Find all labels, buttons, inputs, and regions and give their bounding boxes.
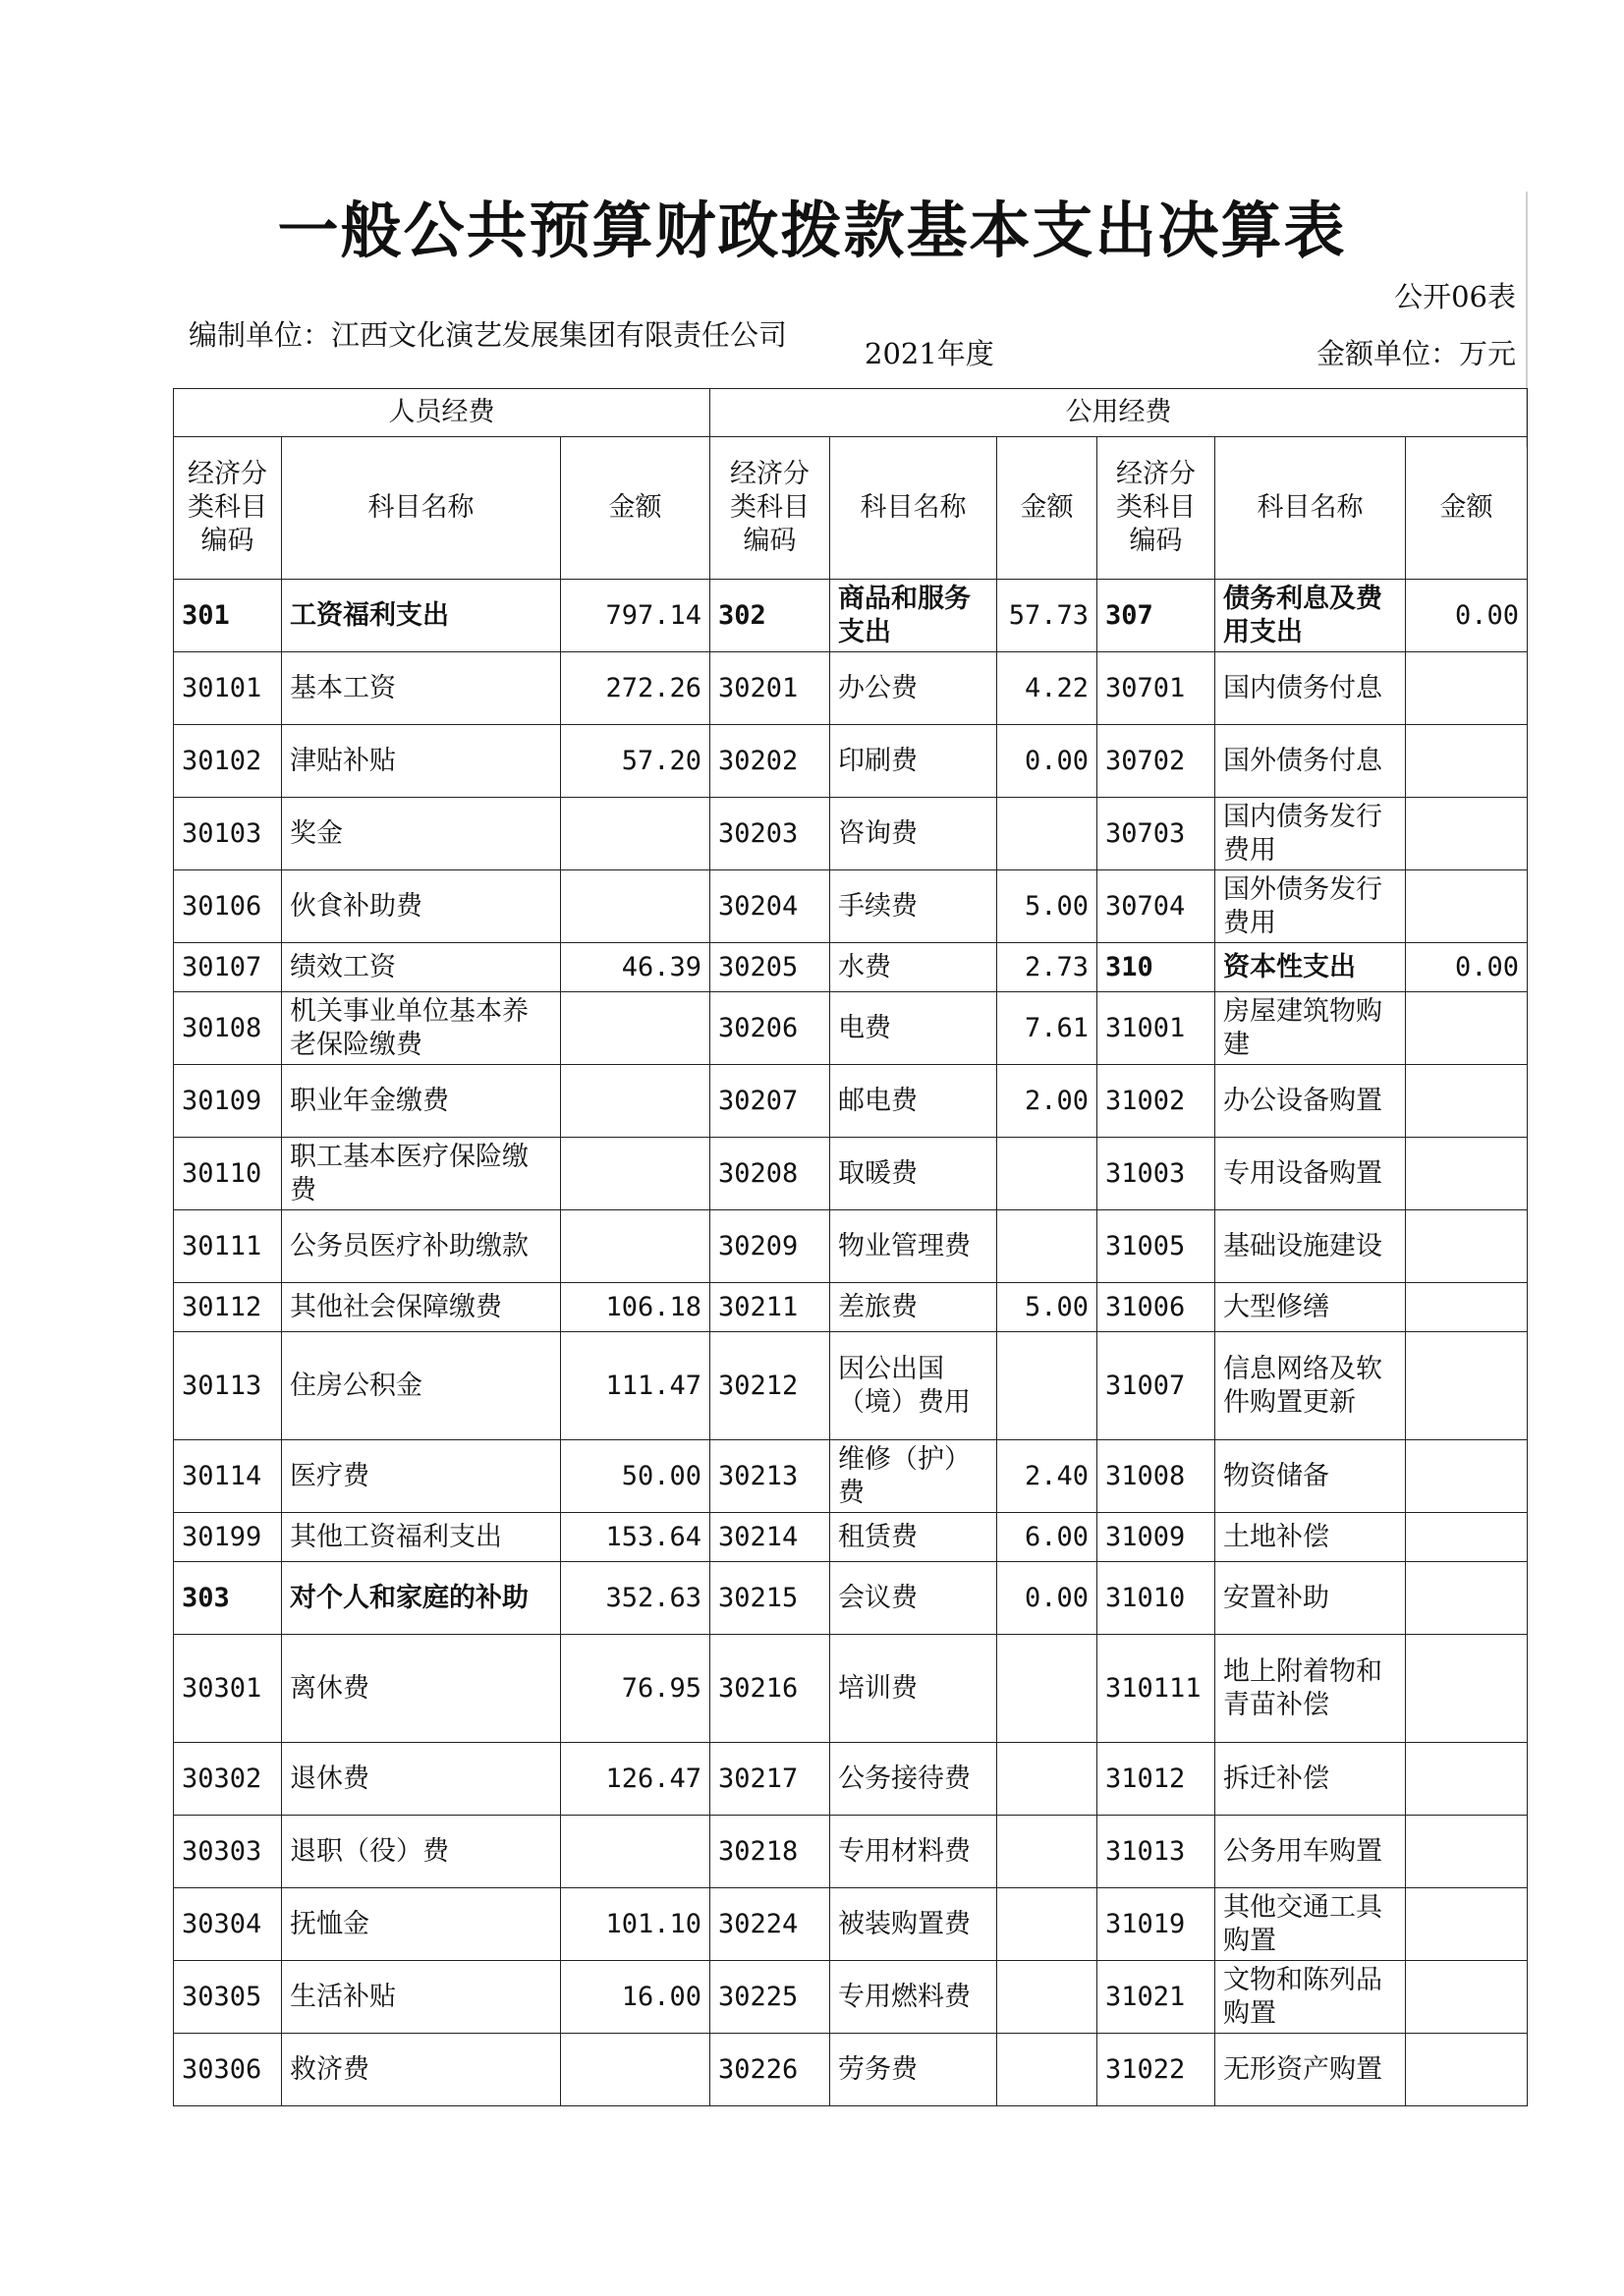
- p-name-cell: 伙食补助费: [282, 870, 561, 943]
- table-row: [174, 725, 1528, 798]
- q-amount-cell: [997, 1888, 1097, 1961]
- table-row: [174, 992, 1528, 1065]
- q-name-cell: 被装购置费: [830, 1888, 997, 1961]
- q-name-cell: 因公出国（境）费用: [830, 1332, 997, 1440]
- table-row: [174, 943, 1528, 992]
- table-row: [174, 1888, 1528, 1961]
- q-amount-cell: [997, 1816, 1097, 1888]
- p-name-cell: 其他社会保障缴费: [282, 1283, 561, 1332]
- r-amount-cell: 0.00: [1406, 580, 1528, 652]
- r-amount-cell: [1406, 798, 1528, 870]
- q-code-cell: 30216: [710, 1635, 830, 1743]
- q-amount-cell: [997, 1743, 1097, 1816]
- p-code-cell: 30112: [174, 1283, 282, 1332]
- q-amount-cell: [997, 1635, 1097, 1743]
- r-code-cell: 31006: [1097, 1283, 1215, 1332]
- q-code-cell: 30201: [710, 652, 830, 725]
- q-code-cell: 30202: [710, 725, 830, 798]
- p-code-cell: 301: [174, 580, 282, 652]
- p-amount-cell: 57.20: [561, 725, 710, 798]
- table-row: [174, 1562, 1528, 1635]
- table-row: [174, 652, 1528, 725]
- r-amount-cell: [1406, 1961, 1528, 2034]
- q-amount-cell: 4.22: [997, 652, 1097, 725]
- p-amount-cell: 272.26: [561, 652, 710, 725]
- p-code-cell: 30110: [174, 1138, 282, 1210]
- p-amount-cell: [561, 1816, 710, 1888]
- q-amount-cell: 5.00: [997, 870, 1097, 943]
- p-amount-cell: [561, 870, 710, 943]
- header-p-amount: 金额: [561, 437, 710, 580]
- q-name-cell: 水费: [830, 943, 997, 992]
- header-p-code: 经济分类科目编码: [174, 437, 282, 580]
- table-row: [174, 580, 1528, 652]
- p-amount-cell: 153.64: [561, 1513, 710, 1562]
- header-q-code: 经济分类科目编码: [710, 437, 830, 580]
- p-name-cell: 退职（役）费: [282, 1816, 561, 1888]
- r-code-cell: 30701: [1097, 652, 1215, 725]
- p-code-cell: 30114: [174, 1440, 282, 1513]
- q-code-cell: 30211: [710, 1283, 830, 1332]
- table-row: [174, 1283, 1528, 1332]
- group-public: 公用经费: [710, 389, 1528, 437]
- r-name-cell: 地上附着物和青苗补偿: [1215, 1635, 1406, 1743]
- p-code-cell: 30108: [174, 992, 282, 1065]
- p-code-cell: 30199: [174, 1513, 282, 1562]
- r-amount-cell: [1406, 652, 1528, 725]
- r-name-cell: 无形资产购置: [1215, 2034, 1406, 2106]
- q-name-cell: 商品和服务支出: [830, 580, 997, 652]
- q-code-cell: 30206: [710, 992, 830, 1065]
- q-code-cell: 30213: [710, 1440, 830, 1513]
- r-name-cell: 国内债务付息: [1215, 652, 1406, 725]
- p-name-cell: 生活补贴: [282, 1961, 561, 2034]
- table-row: [174, 1065, 1528, 1138]
- p-code-cell: 30113: [174, 1332, 282, 1440]
- q-amount-cell: 2.00: [997, 1065, 1097, 1138]
- q-code-cell: 30208: [710, 1138, 830, 1210]
- p-amount-cell: [561, 1138, 710, 1210]
- r-code-cell: 30703: [1097, 798, 1215, 870]
- r-amount-cell: [1406, 1065, 1528, 1138]
- r-name-cell: 土地补偿: [1215, 1513, 1406, 1562]
- table-row: [174, 1635, 1528, 1743]
- p-name-cell: 绩效工资: [282, 943, 561, 992]
- r-name-cell: 大型修缮: [1215, 1283, 1406, 1332]
- r-code-cell: 31009: [1097, 1513, 1215, 1562]
- q-code-cell: 30224: [710, 1888, 830, 1961]
- r-amount-cell: [1406, 1743, 1528, 1816]
- q-name-cell: 办公费: [830, 652, 997, 725]
- p-code-cell: 30103: [174, 798, 282, 870]
- q-code-cell: 30207: [710, 1065, 830, 1138]
- r-name-cell: 拆迁补偿: [1215, 1743, 1406, 1816]
- q-code-cell: 30204: [710, 870, 830, 943]
- p-code-cell: 30301: [174, 1635, 282, 1743]
- r-code-cell: 31007: [1097, 1332, 1215, 1440]
- p-amount-cell: 126.47: [561, 1743, 710, 1816]
- r-name-cell: 信息网络及软件购置更新: [1215, 1332, 1406, 1440]
- r-code-cell: 31002: [1097, 1065, 1215, 1138]
- p-amount-cell: [561, 1210, 710, 1283]
- header-q-name: 科目名称: [830, 437, 997, 580]
- table-row: [174, 798, 1528, 870]
- header-r-code: 经济分类科目编码: [1097, 437, 1215, 580]
- p-amount-cell: 16.00: [561, 1961, 710, 2034]
- p-name-cell: 抚恤金: [282, 1888, 561, 1961]
- q-amount-cell: [997, 1138, 1097, 1210]
- q-code-cell: 30203: [710, 798, 830, 870]
- r-code-cell: 31021: [1097, 1961, 1215, 2034]
- q-code-cell: 30215: [710, 1562, 830, 1635]
- p-name-cell: 对个人和家庭的补助: [282, 1562, 561, 1635]
- table-row: [174, 1332, 1528, 1440]
- p-name-cell: 职业年金缴费: [282, 1065, 561, 1138]
- r-amount-cell: [1406, 1513, 1528, 1562]
- table-row: [174, 1743, 1528, 1816]
- q-amount-cell: [997, 1332, 1097, 1440]
- p-code-cell: 303: [174, 1562, 282, 1635]
- p-code-cell: 30303: [174, 1816, 282, 1888]
- r-code-cell: 31008: [1097, 1440, 1215, 1513]
- q-code-cell: 30205: [710, 943, 830, 992]
- p-amount-cell: 352.63: [561, 1562, 710, 1635]
- r-amount-cell: [1406, 1210, 1528, 1283]
- p-name-cell: 津贴补贴: [282, 725, 561, 798]
- q-name-cell: 会议费: [830, 1562, 997, 1635]
- p-amount-cell: 797.14: [561, 580, 710, 652]
- r-amount-cell: [1406, 1440, 1528, 1513]
- q-amount-cell: 7.61: [997, 992, 1097, 1065]
- r-amount-cell: 0.00: [1406, 943, 1528, 992]
- column-header-row: [174, 437, 1528, 580]
- q-name-cell: 咨询费: [830, 798, 997, 870]
- table-code: 公开06表: [1394, 280, 1516, 313]
- p-amount-cell: 101.10: [561, 1888, 710, 1961]
- q-code-cell: 30214: [710, 1513, 830, 1562]
- table-row: [174, 1138, 1528, 1210]
- p-code-cell: 30109: [174, 1065, 282, 1138]
- p-name-cell: 退休费: [282, 1743, 561, 1816]
- reporting-unit: 编制单位：江西文化演艺发展集团有限责任公司: [189, 318, 788, 352]
- r-name-cell: 国外债务发行费用: [1215, 870, 1406, 943]
- p-code-cell: 30306: [174, 2034, 282, 2106]
- r-code-cell: 30704: [1097, 870, 1215, 943]
- p-code-cell: 30302: [174, 1743, 282, 1816]
- p-code-cell: 30111: [174, 1210, 282, 1283]
- r-code-cell: 310: [1097, 943, 1215, 992]
- p-amount-cell: 76.95: [561, 1635, 710, 1743]
- fiscal-year: 2021年度: [865, 337, 994, 370]
- r-name-cell: 债务利息及费用支出: [1215, 580, 1406, 652]
- q-amount-cell: [997, 2034, 1097, 2106]
- q-name-cell: 手续费: [830, 870, 997, 943]
- p-name-cell: 其他工资福利支出: [282, 1513, 561, 1562]
- q-name-cell: 取暖费: [830, 1138, 997, 1210]
- q-amount-cell: 5.00: [997, 1283, 1097, 1332]
- p-name-cell: 奖金: [282, 798, 561, 870]
- r-amount-cell: [1406, 1138, 1528, 1210]
- p-amount-cell: [561, 1065, 710, 1138]
- r-name-cell: 安置补助: [1215, 1562, 1406, 1635]
- table-row: [174, 2034, 1528, 2106]
- q-name-cell: 专用材料费: [830, 1816, 997, 1888]
- r-amount-cell: [1406, 870, 1528, 943]
- r-name-cell: 其他交通工具购置: [1215, 1888, 1406, 1961]
- r-code-cell: 31005: [1097, 1210, 1215, 1283]
- r-code-cell: 31010: [1097, 1562, 1215, 1635]
- table-row: [174, 870, 1528, 943]
- q-name-cell: 差旅费: [830, 1283, 997, 1332]
- q-name-cell: 租赁费: [830, 1513, 997, 1562]
- p-code-cell: 30106: [174, 870, 282, 943]
- table-row: [174, 1440, 1528, 1513]
- r-code-cell: 31022: [1097, 2034, 1215, 2106]
- r-amount-cell: [1406, 1332, 1528, 1440]
- r-code-cell: 31012: [1097, 1743, 1215, 1816]
- r-name-cell: 房屋建筑物购建: [1215, 992, 1406, 1065]
- p-amount-cell: 46.39: [561, 943, 710, 992]
- r-code-cell: 31019: [1097, 1888, 1215, 1961]
- p-name-cell: 工资福利支出: [282, 580, 561, 652]
- p-amount-cell: [561, 2034, 710, 2106]
- q-name-cell: 专用燃料费: [830, 1961, 997, 2034]
- r-amount-cell: [1406, 1562, 1528, 1635]
- r-name-cell: 基础设施建设: [1215, 1210, 1406, 1283]
- p-code-cell: 30101: [174, 652, 282, 725]
- page-title: 一般公共预算财政拨款基本支出决算表: [277, 195, 1347, 266]
- p-amount-cell: 106.18: [561, 1283, 710, 1332]
- p-amount-cell: [561, 992, 710, 1065]
- q-code-cell: 30225: [710, 1961, 830, 2034]
- q-code-cell: 302: [710, 580, 830, 652]
- header-p-name: 科目名称: [282, 437, 561, 580]
- header-r-amount: 金额: [1406, 437, 1528, 580]
- header-r-name: 科目名称: [1215, 437, 1406, 580]
- group-header-row: [174, 389, 1528, 437]
- r-amount-cell: [1406, 2034, 1528, 2106]
- r-name-cell: 国外债务付息: [1215, 725, 1406, 798]
- r-code-cell: 307: [1097, 580, 1215, 652]
- r-name-cell: 资本性支出: [1215, 943, 1406, 992]
- q-name-cell: 印刷费: [830, 725, 997, 798]
- p-name-cell: 基本工资: [282, 652, 561, 725]
- r-amount-cell: [1406, 992, 1528, 1065]
- q-name-cell: 公务接待费: [830, 1743, 997, 1816]
- q-name-cell: 电费: [830, 992, 997, 1065]
- p-name-cell: 公务员医疗补助缴款: [282, 1210, 561, 1283]
- p-name-cell: 职工基本医疗保险缴费: [282, 1138, 561, 1210]
- r-code-cell: 31003: [1097, 1138, 1215, 1210]
- p-amount-cell: 50.00: [561, 1440, 710, 1513]
- p-name-cell: 医疗费: [282, 1440, 561, 1513]
- r-code-cell: 310111: [1097, 1635, 1215, 1743]
- q-name-cell: 维修（护）费: [830, 1440, 997, 1513]
- p-name-cell: 机关事业单位基本养老保险缴费: [282, 992, 561, 1065]
- q-code-cell: 30217: [710, 1743, 830, 1816]
- r-name-cell: 公务用车购置: [1215, 1816, 1406, 1888]
- q-name-cell: 培训费: [830, 1635, 997, 1743]
- q-amount-cell: 2.40: [997, 1440, 1097, 1513]
- p-name-cell: 救济费: [282, 2034, 561, 2106]
- q-amount-cell: 2.73: [997, 943, 1097, 992]
- r-name-cell: 文物和陈列品购置: [1215, 1961, 1406, 2034]
- money-unit: 金额单位：万元: [1316, 337, 1516, 370]
- r-name-cell: 物资储备: [1215, 1440, 1406, 1513]
- r-amount-cell: [1406, 1816, 1528, 1888]
- p-name-cell: 离休费: [282, 1635, 561, 1743]
- group-personnel: 人员经费: [174, 389, 710, 437]
- q-amount-cell: [997, 1210, 1097, 1283]
- p-code-cell: 30304: [174, 1888, 282, 1961]
- r-amount-cell: [1406, 1283, 1528, 1332]
- r-amount-cell: [1406, 1888, 1528, 1961]
- p-code-cell: 30305: [174, 1961, 282, 2034]
- r-name-cell: 国内债务发行费用: [1215, 798, 1406, 870]
- q-amount-cell: [997, 1961, 1097, 2034]
- p-code-cell: 30107: [174, 943, 282, 992]
- q-amount-cell: [997, 798, 1097, 870]
- r-amount-cell: [1406, 1635, 1528, 1743]
- q-name-cell: 劳务费: [830, 2034, 997, 2106]
- p-amount-cell: [561, 798, 710, 870]
- q-code-cell: 30212: [710, 1332, 830, 1440]
- q-amount-cell: 0.00: [997, 1562, 1097, 1635]
- p-amount-cell: 111.47: [561, 1332, 710, 1440]
- table-row: [174, 1513, 1528, 1562]
- q-amount-cell: 0.00: [997, 725, 1097, 798]
- table-row: [174, 1961, 1528, 2034]
- r-code-cell: 31013: [1097, 1816, 1215, 1888]
- q-code-cell: 30209: [710, 1210, 830, 1283]
- header-q-amount: 金额: [997, 437, 1097, 580]
- q-name-cell: 邮电费: [830, 1065, 997, 1138]
- r-amount-cell: [1406, 725, 1528, 798]
- table-row: [174, 1816, 1528, 1888]
- q-code-cell: 30218: [710, 1816, 830, 1888]
- r-name-cell: 办公设备购置: [1215, 1065, 1406, 1138]
- table-row: [174, 1210, 1528, 1283]
- q-amount-cell: 57.73: [997, 580, 1097, 652]
- r-code-cell: 30702: [1097, 725, 1215, 798]
- q-amount-cell: 6.00: [997, 1513, 1097, 1562]
- r-code-cell: 31001: [1097, 992, 1215, 1065]
- q-name-cell: 物业管理费: [830, 1210, 997, 1283]
- q-code-cell: 30226: [710, 2034, 830, 2106]
- p-code-cell: 30102: [174, 725, 282, 798]
- p-name-cell: 住房公积金: [282, 1332, 561, 1440]
- r-name-cell: 专用设备购置: [1215, 1138, 1406, 1210]
- budget-table: [173, 388, 1528, 2106]
